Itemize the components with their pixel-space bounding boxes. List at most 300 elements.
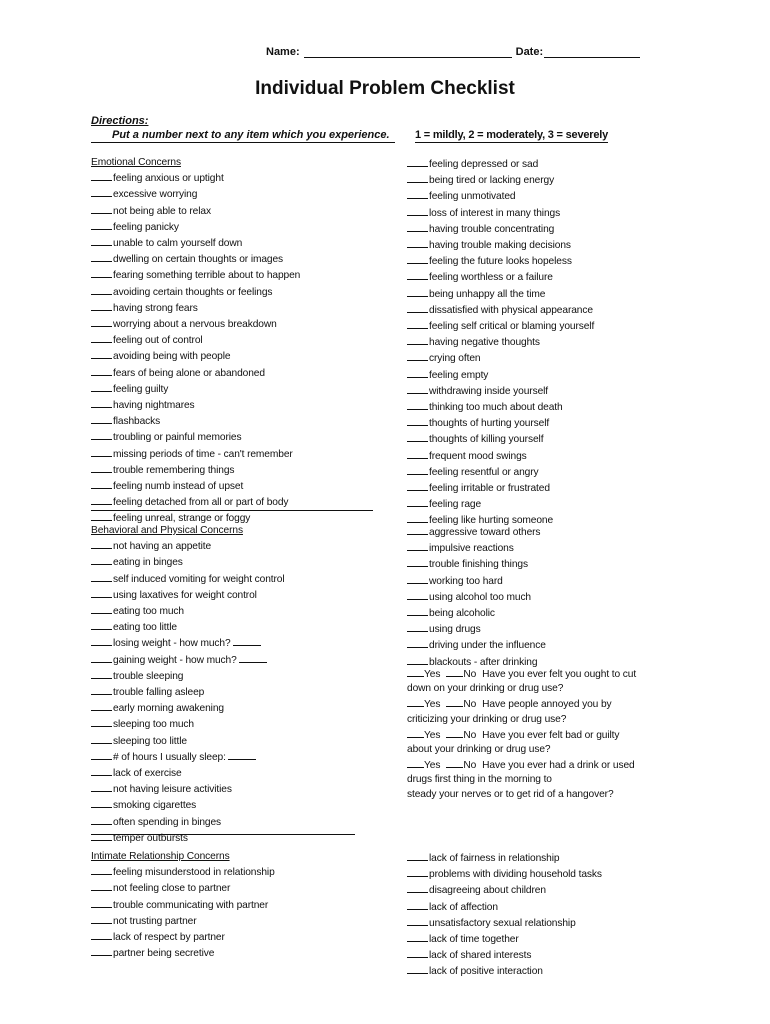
item-label: using alcohol too much (429, 591, 532, 603)
rating-blank[interactable] (91, 251, 112, 262)
checklist-item (91, 316, 300, 332)
checklist-item (91, 913, 275, 929)
rating-blank[interactable] (91, 381, 112, 392)
rating-scale: 1 = mildly, 2 = moderately, 3 = severely (415, 129, 609, 141)
item-label: excessive worrying (113, 189, 198, 201)
item-label: not feeling close to partner (113, 883, 231, 895)
rating-blank[interactable] (91, 814, 112, 825)
rating-blank[interactable] (407, 524, 428, 535)
item-label: blackouts - after drinking (429, 656, 538, 668)
checklist-item (91, 619, 285, 635)
rating-blank[interactable] (91, 554, 112, 565)
checklist-item (91, 765, 285, 781)
checklist-item (91, 716, 285, 732)
checklist-item (407, 188, 594, 204)
item-label: unsatisfactory sexual relationship (429, 917, 576, 929)
item-label: gaining weight - how much? (113, 654, 237, 666)
checklist-item (91, 700, 285, 716)
item-label: eating too little (113, 622, 177, 634)
emotional-right-column (407, 156, 594, 529)
item-label: feeling out of control (113, 335, 203, 347)
yes-blank[interactable] (407, 696, 424, 707)
rating-blank[interactable] (91, 494, 112, 505)
checklist-item (407, 637, 546, 653)
item-label: feeling anxious or uptight (113, 173, 224, 185)
checklist-item (91, 603, 285, 619)
rating-blank[interactable] (91, 332, 112, 343)
item-label: lack of exercise (113, 768, 182, 780)
yes-blank[interactable] (407, 757, 424, 768)
checklist-item (91, 652, 285, 668)
item-label: avoiding being with people (113, 351, 231, 363)
rating-blank[interactable] (407, 286, 428, 297)
rating-blank[interactable] (91, 781, 112, 792)
item-label: being tired or lacking energy (429, 175, 555, 187)
checklist-item (407, 318, 594, 334)
rating-blank[interactable] (407, 302, 428, 313)
rating-blank[interactable] (407, 589, 428, 600)
no-blank[interactable] (446, 696, 463, 707)
item-label: lack of respect by partner (113, 932, 225, 944)
item-label: thoughts of killing yourself (429, 434, 544, 446)
rating-blank[interactable] (91, 267, 112, 278)
rating-blank[interactable] (407, 253, 428, 264)
checklist-item (91, 571, 285, 587)
checklist-item (407, 415, 594, 431)
item-label: crying often (429, 353, 481, 365)
rating-blank[interactable] (407, 963, 428, 974)
checklist-item (407, 915, 602, 931)
checklist-item (407, 573, 546, 589)
no-label: No (463, 669, 477, 680)
rating-blank[interactable] (91, 397, 112, 408)
yes-no-question (407, 727, 636, 757)
item-label: not being able to relax (113, 205, 211, 217)
rating-blank[interactable] (407, 367, 428, 378)
answer-blank[interactable] (228, 749, 256, 760)
checklist-item (91, 348, 300, 364)
rating-blank[interactable] (407, 540, 428, 551)
checklist-item (91, 587, 285, 603)
checklist-item (91, 494, 300, 510)
item-label: feeling like hurting someone (429, 515, 554, 527)
checklist-item (407, 556, 546, 572)
item-label: thoughts of hurting yourself (429, 418, 550, 430)
item-label: lack of affection (429, 901, 498, 913)
rating-blank[interactable] (91, 880, 112, 891)
rating-blank[interactable] (407, 512, 428, 523)
rating-blank[interactable] (407, 947, 428, 958)
item-label: smoking cigarettes (113, 800, 197, 812)
checklist-item (407, 524, 546, 540)
rating-blank[interactable] (91, 186, 112, 197)
item-label: feeling rage (429, 499, 482, 511)
question-text: Have you ever had a drink or used (482, 760, 635, 772)
rating-blank[interactable] (91, 538, 112, 549)
checklist-item (91, 300, 300, 316)
item-label: losing weight - how much? (113, 638, 231, 650)
yes-label: Yes (424, 669, 441, 680)
item-label: missing periods of time - can't remember (113, 448, 293, 460)
rating-blank[interactable] (91, 316, 112, 327)
item-label: feeling misunderstood in relationship (113, 867, 275, 879)
rating-blank[interactable] (91, 635, 112, 646)
rating-blank[interactable] (407, 556, 428, 567)
checklist-item (407, 286, 594, 302)
checklist-item (407, 383, 594, 399)
checklist-item (407, 334, 594, 350)
item-label: not trusting partner (113, 915, 197, 927)
rating-blank[interactable] (407, 899, 428, 910)
checklist-item (407, 931, 602, 947)
name-label: Name: (266, 46, 300, 58)
item-label: temper outbursts (113, 832, 188, 844)
rating-blank[interactable] (407, 882, 428, 893)
intimate-right-column (407, 850, 602, 980)
no-label: No (463, 699, 477, 711)
rating-blank[interactable] (407, 318, 428, 329)
checklist-item (91, 235, 300, 251)
rating-blank[interactable] (91, 913, 112, 924)
substance-questions (407, 666, 636, 802)
item-label: having strong fears (113, 302, 198, 314)
checklist-item (91, 929, 275, 945)
item-label: feeling resentful or angry (429, 466, 539, 478)
item-label: trouble communicating with partner (113, 899, 269, 911)
item-label: using drugs (429, 624, 481, 636)
no-label: No (463, 729, 477, 741)
checklist-item (91, 284, 300, 300)
checklist-item (407, 253, 594, 269)
checklist-item (407, 399, 594, 415)
item-label: fears of being alone or abandoned (113, 367, 265, 379)
rating-blank[interactable] (91, 619, 112, 630)
yes-blank[interactable] (407, 727, 424, 738)
item-label: dwelling on certain thoughts or images (113, 254, 284, 266)
yes-no-question (407, 666, 636, 696)
item-label: having negative thoughts (429, 337, 540, 349)
rating-blank[interactable] (407, 573, 428, 584)
item-label: problems with dividing household tasks (429, 869, 602, 881)
rating-blank[interactable] (407, 188, 428, 199)
item-label: working too hard (429, 575, 503, 587)
item-label: lack of positive interaction (429, 966, 543, 978)
item-label: trouble finishing things (429, 559, 528, 571)
name-date-row (266, 46, 640, 58)
question-text: Have people annoyed you by (482, 699, 612, 711)
rating-blank[interactable] (91, 864, 112, 875)
checklist-item (407, 866, 602, 882)
item-label: early morning awakening (113, 703, 224, 715)
checklist-item (407, 496, 594, 512)
checklist-item (407, 221, 594, 237)
checklist-item (91, 668, 285, 684)
rating-blank[interactable] (91, 897, 112, 908)
checklist-item (407, 605, 546, 621)
rating-blank[interactable] (91, 478, 112, 489)
rating-blank[interactable] (91, 284, 112, 295)
checklist-item (91, 446, 300, 462)
rating-blank[interactable] (407, 496, 428, 507)
rating-blank[interactable] (407, 237, 428, 248)
item-label: lack of shared interests (429, 950, 532, 962)
yes-blank[interactable] (407, 666, 424, 677)
name-field[interactable] (304, 46, 512, 58)
checklist-item (407, 621, 546, 637)
question-text: steady your nerves or to get rid of a hangover? (407, 788, 614, 800)
rating-blank[interactable] (91, 684, 112, 695)
rating-blank[interactable] (407, 172, 428, 183)
rating-blank[interactable] (407, 334, 428, 345)
item-label: not having leisure activities (113, 784, 232, 796)
rating-blank[interactable] (407, 350, 428, 361)
item-label: using laxatives for weight control (113, 589, 257, 601)
checklist-item (407, 899, 602, 915)
yes-label: Yes (424, 760, 441, 772)
question-text: criticizing your drinking or drug use? (407, 713, 567, 725)
checklist-item (407, 464, 594, 480)
checklist-item (407, 350, 594, 366)
checklist-item (91, 733, 285, 749)
rating-blank[interactable] (407, 205, 428, 216)
checklist-item (91, 170, 300, 186)
checklist-item (91, 332, 300, 348)
item-label: # of hours I usually sleep: (113, 751, 226, 763)
item-label: avoiding certain thoughts or feelings (113, 286, 273, 298)
item-label: loss of interest in many things (429, 207, 561, 219)
checklist-item (91, 538, 285, 554)
item-label: feeling unmotivated (429, 191, 516, 203)
checklist-item (91, 429, 300, 445)
rating-blank[interactable] (407, 448, 428, 459)
rating-blank[interactable] (91, 587, 112, 598)
item-label: eating too much (113, 606, 184, 618)
item-label: aggressive toward others (429, 527, 541, 538)
checklist-item (407, 431, 594, 447)
checklist-item (91, 945, 275, 961)
item-label: partner being secretive (113, 948, 215, 960)
question-text: drugs first thing in the morning to (407, 774, 552, 786)
item-label: being unhappy all the time (429, 288, 546, 300)
item-label: disagreeing about children (429, 885, 546, 897)
rating-blank[interactable] (407, 464, 428, 475)
checklist-item (91, 864, 275, 880)
rating-blank[interactable] (407, 269, 428, 280)
rating-blank[interactable] (91, 219, 112, 230)
no-blank[interactable] (446, 727, 463, 738)
no-blank[interactable] (446, 666, 463, 677)
rating-blank[interactable] (91, 929, 112, 940)
intimate-left-column (91, 850, 275, 961)
rating-blank[interactable] (91, 462, 112, 473)
checklist-item (91, 219, 300, 235)
checklist-item (91, 684, 285, 700)
checklist-item (91, 635, 285, 651)
checklist-item (91, 186, 300, 202)
rating-blank[interactable] (407, 399, 428, 410)
rating-blank[interactable] (91, 510, 112, 521)
checklist-item (91, 781, 285, 797)
checklist-item (91, 749, 285, 765)
checklist-item (407, 367, 594, 383)
emotional-heading: Emotional Concerns (91, 157, 181, 168)
rating-blank[interactable] (407, 637, 428, 648)
item-label: feeling panicky (113, 221, 179, 233)
rating-blank[interactable] (407, 431, 428, 442)
rating-blank[interactable] (91, 652, 112, 663)
rating-blank[interactable] (91, 603, 112, 614)
behavioral-right-column (407, 524, 546, 670)
section-divider (91, 834, 355, 835)
item-label: trouble remembering things (113, 464, 235, 476)
item-label: trouble sleeping (113, 670, 184, 682)
rating-blank[interactable] (91, 300, 112, 311)
item-label: self induced vomiting for weight control (113, 573, 285, 585)
yes-label: Yes (424, 699, 441, 711)
checklist-item (91, 897, 275, 913)
rating-blank[interactable] (91, 446, 112, 457)
rating-blank[interactable] (91, 945, 112, 956)
item-label: troubling or painful memories (113, 432, 242, 444)
yes-no-question (407, 696, 636, 726)
yes-label: Yes (424, 729, 441, 741)
rating-blank[interactable] (407, 915, 428, 926)
rating-blank[interactable] (91, 797, 112, 808)
rating-blank[interactable] (91, 348, 112, 359)
directions-label: Directions: (91, 115, 149, 127)
rating-blank[interactable] (407, 221, 428, 232)
item-label: trouble falling asleep (113, 687, 205, 699)
item-label: having nightmares (113, 400, 195, 412)
rating-blank[interactable] (407, 866, 428, 877)
checklist-item (91, 478, 300, 494)
rating-blank[interactable] (407, 654, 428, 665)
item-label: feeling depressed or sad (429, 159, 539, 170)
checklist-item (91, 797, 285, 813)
item-label: being alcoholic (429, 608, 495, 620)
checklist-item (91, 381, 300, 397)
item-label: sleeping too little (113, 735, 187, 747)
rating-blank[interactable] (407, 931, 428, 942)
no-blank[interactable] (446, 757, 463, 768)
answer-blank[interactable] (239, 652, 267, 663)
item-label: having trouble making decisions (429, 240, 571, 252)
date-field[interactable] (544, 46, 640, 58)
rating-blank[interactable] (91, 203, 112, 214)
item-label: thinking too much about death (429, 402, 563, 414)
item-label: feeling unreal, strange or foggy (113, 513, 251, 525)
directions-text: Put a number next to any item which you experience. (91, 129, 395, 143)
item-label: often spending in binges (113, 816, 222, 828)
behavioral-heading: Behavioral and Physical Concerns (91, 525, 243, 536)
item-label: feeling irritable or frustrated (429, 483, 550, 495)
item-label: frequent mood swings (429, 450, 527, 462)
rating-blank[interactable] (91, 733, 112, 744)
checklist-item (407, 237, 594, 253)
item-label: lack of fairness in relationship (429, 853, 560, 864)
rating-blank[interactable] (407, 605, 428, 616)
rating-blank[interactable] (91, 830, 112, 841)
checklist-item (91, 462, 300, 478)
checklist-item (407, 156, 594, 172)
question-text: Have you ever felt you ought to cut (482, 669, 637, 680)
question-text: about your drinking or drug use? (407, 744, 551, 756)
item-label: not having an appetite (113, 541, 212, 553)
checklist-item (407, 448, 594, 464)
behavioral-left-column (91, 524, 285, 846)
checklist-item (407, 850, 602, 866)
checklist-item (407, 269, 594, 285)
checklist-item (407, 172, 594, 188)
rating-blank[interactable] (91, 170, 112, 181)
item-label: feeling numb instead of upset (113, 481, 244, 493)
item-label: worrying about a nervous breakdown (113, 319, 277, 331)
rating-blank[interactable] (91, 700, 112, 711)
rating-blank[interactable] (407, 850, 428, 861)
rating-blank[interactable] (91, 235, 112, 246)
checklist-item (407, 963, 602, 979)
rating-blank[interactable] (407, 383, 428, 394)
rating-blank[interactable] (91, 749, 112, 760)
item-label: sleeping too much (113, 719, 194, 731)
rating-blank[interactable] (91, 668, 112, 679)
checklist-item (91, 203, 300, 219)
item-label: fearing something terrible about to happen (113, 270, 301, 282)
question-text: Have you ever felt bad or guilty (482, 729, 620, 741)
item-label: driving under the influence (429, 640, 546, 652)
item-label: unable to calm yourself down (113, 238, 243, 250)
yes-no-question (407, 757, 636, 802)
section-divider (91, 510, 373, 511)
answer-blank[interactable] (233, 635, 261, 646)
rating-blank[interactable] (407, 621, 428, 632)
rating-blank[interactable] (407, 156, 428, 167)
checklist-item (407, 540, 546, 556)
rating-blank[interactable] (407, 415, 428, 426)
item-label: flashbacks (113, 416, 161, 428)
rating-blank[interactable] (91, 716, 112, 727)
no-label: No (463, 760, 477, 772)
item-label: feeling guilty (113, 383, 169, 395)
checklist-item (91, 413, 300, 429)
intimate-heading: Intimate Relationship Concerns (91, 851, 230, 862)
question-text: down on your drinking or drug use? (407, 683, 564, 695)
item-label: dissatisfied with physical appearance (429, 304, 593, 316)
rating-blank[interactable] (91, 765, 112, 776)
checklist-item (407, 480, 594, 496)
rating-blank[interactable] (91, 413, 112, 424)
checklist-item (91, 830, 285, 846)
checklist-item (91, 397, 300, 413)
rating-blank[interactable] (407, 480, 428, 491)
checklist-item (407, 205, 594, 221)
checklist-item (91, 814, 285, 830)
rating-blank[interactable] (91, 429, 112, 440)
rating-blank[interactable] (91, 365, 112, 376)
date-label: Date: (515, 46, 544, 58)
item-label: feeling self critical or blaming yourself (429, 321, 595, 333)
item-label: lack of time together (429, 934, 519, 946)
rating-blank[interactable] (91, 571, 112, 582)
item-label: having trouble concentrating (429, 223, 555, 235)
item-label: eating in binges (113, 557, 183, 569)
checklist-item (91, 554, 285, 570)
checklist-item (91, 251, 300, 267)
item-label: feeling the future looks hopeless (429, 256, 572, 268)
checklist-item (91, 365, 300, 381)
emotional-left-column (91, 156, 300, 527)
checklist-item (407, 302, 594, 318)
